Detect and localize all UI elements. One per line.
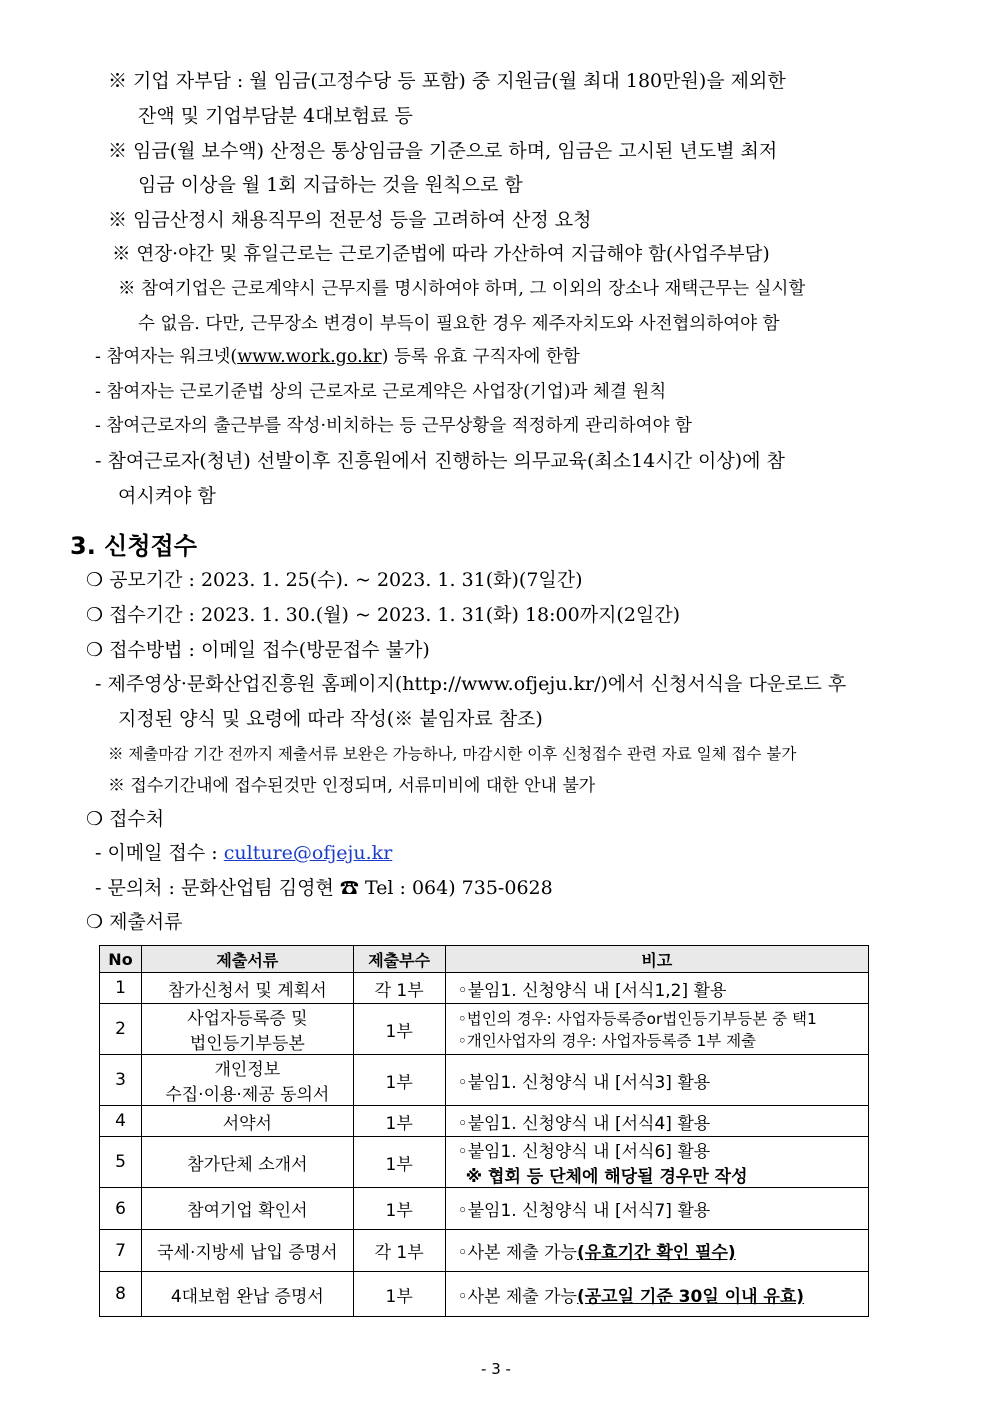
row-no: 4 bbox=[100, 1106, 142, 1137]
table-row bbox=[100, 973, 869, 1004]
row-count: 각 1부 bbox=[353, 1230, 445, 1272]
table-row bbox=[100, 1230, 869, 1272]
row-document-line1: 사업자등록증 및 bbox=[187, 1009, 308, 1029]
row-note-line2: ※ 협회 등 단체에 해당될 경우만 작성 bbox=[465, 1167, 748, 1187]
worknet-item bbox=[95, 344, 580, 370]
row-note-line2: ◦개인사업자의 경우: 사업자등록증 1부 제출 bbox=[457, 1032, 757, 1050]
row-note bbox=[445, 1137, 868, 1188]
note-5-line2: 수 없음. 다만, 근무장소 변경이 부득이 필요한 경우 제주자치도와 사전협의하여야 함 bbox=[138, 314, 780, 334]
row-document-line1: 개인정보 bbox=[214, 1060, 281, 1080]
row-no: 1 bbox=[100, 973, 142, 1004]
table-row bbox=[100, 1137, 869, 1188]
row-note-text: ◦사본 제출 가능 bbox=[457, 1286, 577, 1307]
worknet-link[interactable]: www.work.go.kr bbox=[237, 347, 382, 367]
dash-item-2: - 참여자는 근로기준법 상의 근로자로 근로계약은 사업장(기업)과 체결 원칙 bbox=[95, 382, 667, 402]
row-document: 참가단체 소개서 bbox=[141, 1137, 353, 1188]
row-no: 6 bbox=[100, 1188, 142, 1230]
method-detail-line1: - 제주영상·문화산업진흥원 홈페이지(http://www.ofjeju.kr/)에서 신청서식을 다운로드 후 bbox=[95, 673, 847, 695]
row-note: ◦붙임1. 신청양식 내 [서식3] 활용 bbox=[445, 1055, 868, 1106]
table-row bbox=[100, 1106, 869, 1137]
header-count: 제출부수 bbox=[353, 946, 445, 973]
row-count: 1부 bbox=[353, 1106, 445, 1137]
row-note-text: ◦사본 제출 가능 bbox=[457, 1243, 577, 1263]
dash-item-3: - 참여근로자의 출근부를 작성·비치하는 등 근무상황을 적정하게 관리하여야 함 bbox=[95, 416, 692, 436]
row-document: 서약서 bbox=[141, 1106, 353, 1137]
documents-table bbox=[99, 945, 869, 1317]
table-row bbox=[100, 1055, 869, 1106]
row-count: 1부 bbox=[353, 1137, 445, 1188]
row-note bbox=[445, 1004, 868, 1055]
row-document-line2: 수집·이용·제공 동의서 bbox=[165, 1085, 330, 1105]
section-title: 3. 신청접수 bbox=[70, 532, 197, 560]
note-1-line2: 잔액 및 기업부담분 4대보험료 등 bbox=[138, 105, 413, 127]
period-recruit: ❍ 공모기간 : 2023. 1. 25(수). ~ 2023. 1. 31(화)(7일간) bbox=[86, 569, 583, 591]
email-item bbox=[95, 840, 392, 866]
note-2-line2: 임금 이상을 월 1회 지급하는 것을 원칙으로 함 bbox=[138, 174, 523, 196]
receive-method: ❍ 접수방법 : 이메일 접수(방문접수 불가) bbox=[86, 639, 430, 661]
note-5-line1: ※ 참여기업은 근로계약시 근무지를 명시하여야 하며, 그 이외의 장소나 재택근무는 실시할 bbox=[118, 279, 806, 299]
table-row bbox=[100, 1004, 869, 1055]
row-note-emphasis: (공고일 기준 30일 이내 유효) bbox=[576, 1286, 805, 1307]
header-document: 제출서류 bbox=[141, 946, 353, 973]
row-document: 참가신청서 및 계획서 bbox=[141, 973, 353, 1004]
method-detail-line2: 지정된 양식 및 요령에 따라 작성(※ 붙임자료 참조) bbox=[118, 708, 543, 730]
header-no: No bbox=[100, 946, 142, 973]
email-link[interactable]: culture@ofjeju.kr bbox=[223, 842, 393, 864]
row-count: 1부 bbox=[353, 1272, 445, 1317]
row-note-emphasis: (유효기간 확인 필수) bbox=[576, 1243, 736, 1263]
row-note bbox=[445, 1272, 868, 1317]
dash-item-4-line1: - 참여근로자(청년) 선발이후 진흥원에서 진행하는 의무교육(최소14시간 이상)에 참 bbox=[95, 450, 785, 472]
header-note: 비고 bbox=[445, 946, 868, 973]
table-header-row bbox=[100, 946, 869, 973]
row-no: 5 bbox=[100, 1137, 142, 1188]
contact-item: - 문의처 : 문화산업팀 김영현 ☎ Tel : 064) 735-0628 bbox=[95, 877, 553, 899]
note-1-line1: ※ 기업 자부담 : 월 임금(고정수당 등 포함) 중 지원금(월 최대 180만원)을 제외한 bbox=[108, 70, 786, 92]
row-count: 1부 bbox=[353, 1055, 445, 1106]
row-note bbox=[445, 1230, 868, 1272]
row-count: 각 1부 bbox=[353, 973, 445, 1004]
row-no: 2 bbox=[100, 1004, 142, 1055]
row-note: ◦붙임1. 신청양식 내 [서식7] 활용 bbox=[445, 1188, 868, 1230]
row-note: ◦붙임1. 신청양식 내 [서식4] 활용 bbox=[445, 1106, 868, 1137]
row-note-line1: ◦법인의 경우: 사업자등록증or법인등기부등본 중 택1 bbox=[457, 1010, 817, 1028]
page-number: - 3 - bbox=[481, 1360, 511, 1378]
row-no: 7 bbox=[100, 1230, 142, 1272]
row-note-line1: ◦붙임1. 신청양식 내 [서식6] 활용 bbox=[457, 1142, 711, 1162]
worknet-post: ) 등록 유효 구직자에 한함 bbox=[381, 347, 580, 367]
row-document-line2: 법인등기부등본 bbox=[189, 1034, 305, 1054]
method-note-1: ※ 제출마감 기간 전까지 제출서류 보완은 가능하나, 마감시한 이후 신청접수 관련 자료 일체 접수 불가 bbox=[108, 745, 797, 763]
email-label: - 이메일 접수 : bbox=[95, 842, 224, 864]
note-3: ※ 임금산정시 채용직무의 전문성 등을 고려하여 산정 요청 bbox=[108, 209, 592, 231]
row-document: 4대보험 완납 증명서 bbox=[141, 1272, 353, 1317]
row-count: 1부 bbox=[353, 1004, 445, 1055]
dash-item-4-line2: 여시켜야 함 bbox=[118, 485, 216, 507]
table-row bbox=[100, 1272, 869, 1317]
row-document bbox=[141, 1004, 353, 1055]
row-no: 3 bbox=[100, 1055, 142, 1106]
row-document: 국세·지방세 납입 증명서 bbox=[141, 1230, 353, 1272]
row-note: ◦붙임1. 신청양식 내 [서식1,2] 활용 bbox=[445, 973, 868, 1004]
worknet-pre: - 참여자는 워크넷( bbox=[95, 347, 238, 367]
row-document: 참여기업 확인서 bbox=[141, 1188, 353, 1230]
note-4: ※ 연장·야간 및 휴일근로는 근로기준법에 따라 가산하여 지급해야 함(사업주부담) bbox=[112, 244, 770, 265]
row-no: 8 bbox=[100, 1272, 142, 1317]
table-row bbox=[100, 1188, 869, 1230]
receiver-title: ❍ 접수처 bbox=[86, 808, 165, 830]
period-receive: ❍ 접수기간 : 2023. 1. 30.(월) ~ 2023. 1. 31(화) 18:00까지(2일간) bbox=[86, 604, 681, 626]
note-2-line1: ※ 임금(월 보수액) 산정은 통상임금을 기준으로 하며, 임금은 고시된 년도별 최저 bbox=[108, 140, 778, 162]
row-count: 1부 bbox=[353, 1188, 445, 1230]
docs-title: ❍ 제출서류 bbox=[86, 911, 183, 933]
method-note-2: ※ 접수기간내에 접수된것만 인정되며, 서류미비에 대한 안내 불가 bbox=[108, 776, 596, 796]
row-document bbox=[141, 1055, 353, 1106]
